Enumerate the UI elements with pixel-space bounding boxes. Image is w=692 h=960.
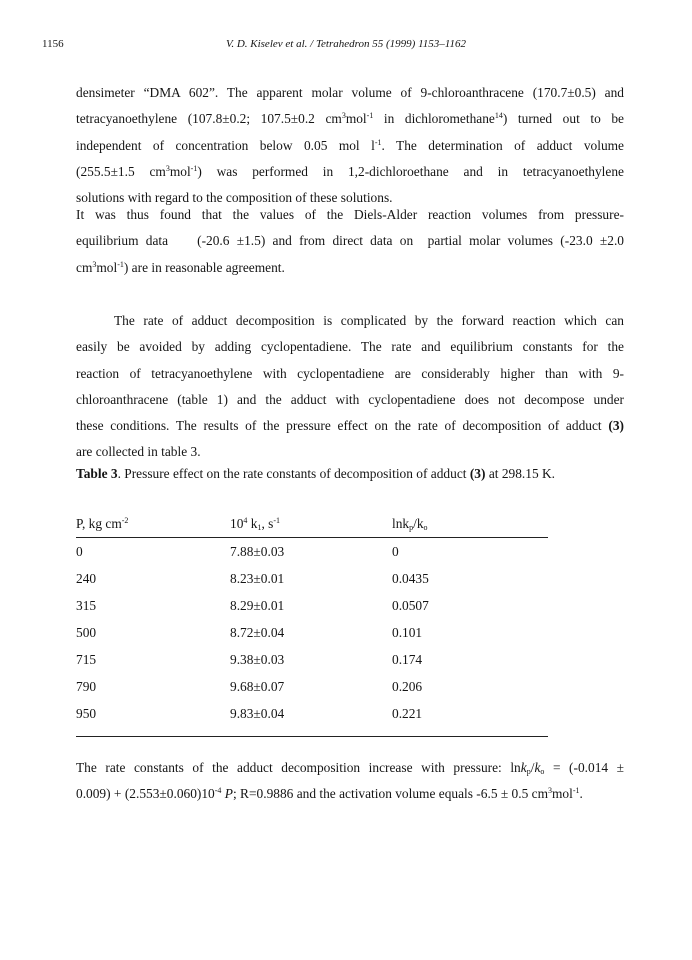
table-rule-bottom [76,736,548,737]
p3-line-2: easily be avoided by adding cyclopentadiene. The rate and equilibrium constants for the [76,339,624,355]
table-cell: 0.0507 [392,598,429,613]
paragraph-2 [76,202,624,281]
table-cell: 8.23±0.01 [230,571,285,586]
table-cell: 715 [76,652,97,667]
paragraph-1 [76,80,624,211]
paragraph-3 [76,308,624,466]
p3-line-4: chloroanthracene (table 1) and the adduct with cyclopentadiene does not decompose under [76,391,624,407]
table-cell: 0.0435 [392,571,429,586]
table-caption: Table 3. Pressure effect on the rate constants of decomposition of adduct (3) at 298.15 K. [76,466,556,481]
p1-line-5: solutions with regard to the composition of these solutions. [76,190,393,206]
table-cell: 0.206 [392,679,423,694]
table-cell: 315 [76,598,97,613]
p1-line-3: independent of concentration below 0.05 mol $l^{-1}$. The determination of adduct volume [76,137,625,153]
p3-line-1: The rate of adduct decomposition is complicated by the forward reaction which can [114,313,624,328]
paragraph-4 [76,755,624,808]
p1-line-4: (255.5±1.5 $cm^3mol^{-1}$) was performed in 1,2-dichloroethane and in tetracyanoethylene [76,163,624,179]
p1-line-2: tetracyanoethylene (107.8±0.2; 107.5±0.2 $cm^3mol^{-1}$ in dichloromethane$^{14}$) turned out to be [76,111,624,127]
table-cell: 0 [76,544,83,559]
table-cell: 0.101 [392,625,423,640]
table-cell: 0 [392,544,399,559]
table-cell: 790 [76,679,97,694]
p4-line-1: The rate constants of the adduct decomposition increase with pressure: $\ln k_p/k_o = (-0.014$ ± [76,760,625,776]
page-number: 1156 [42,38,64,50]
p3-line-6: are collected in table 3. [76,444,201,460]
p2-line-3: $cm^3mol^{-1}$) are in reasonable agreement. [76,259,285,275]
table-cell: 0.221 [392,706,423,721]
table-rule-top [76,537,548,538]
p2-line-2: equilibrium data (-20.6 ±1.5) and from direct data on partial molar volumes (-23.0 ±2.0 [76,233,624,249]
table-cell: 500 [76,625,97,640]
running-head: V. D. Kiselev et al. / Tetrahedron 55 (1999) 1153–1162 [226,38,466,50]
table-label: Table 3 [76,466,118,481]
table-cell: 7.88±0.03 [230,544,285,559]
table-cell: 9.68±0.07 [230,679,285,694]
p3-line-5: these conditions. The results of the pressure effect on the rate of decomposition of adduct (3) [76,418,624,434]
header-rate-constant: $10^4$ $k_1$, $s^{-1}$ [230,516,281,532]
table-cell: 8.72±0.04 [230,625,285,640]
table-cell: 9.38±0.03 [230,652,285,667]
header-ln-ratio: $\ln k_p/k_o$ [392,516,428,532]
table-cell: 8.29±0.01 [230,598,285,613]
table-cell: 9.83±0.04 [230,706,285,721]
p1-line-1: densimeter “DMA 602”. The apparent molar volume of 9-chloroanthracene (170.7±0.5) and [76,85,624,100]
header-pressure: P, kg $cm^{-2}$ [76,516,129,531]
p4-line-2: $0.009) + (2.553\pm 0.060)10^{-4}$ P; R=0.9886 and the activation volume equals -6.5 ± 0.5 $cm^3mol^{-1}$. [76,786,583,802]
table-cell: 950 [76,706,97,721]
p3-line-3: reaction of tetracyanoethylene with cyclopentadiene are considerably higher than with 9- [76,365,624,381]
table-cell: 0.174 [392,652,423,667]
table-cell: 240 [76,571,97,586]
p2-line-1: It was thus found that the values of the Diels-Alder reaction volumes from pressure- [76,207,624,222]
